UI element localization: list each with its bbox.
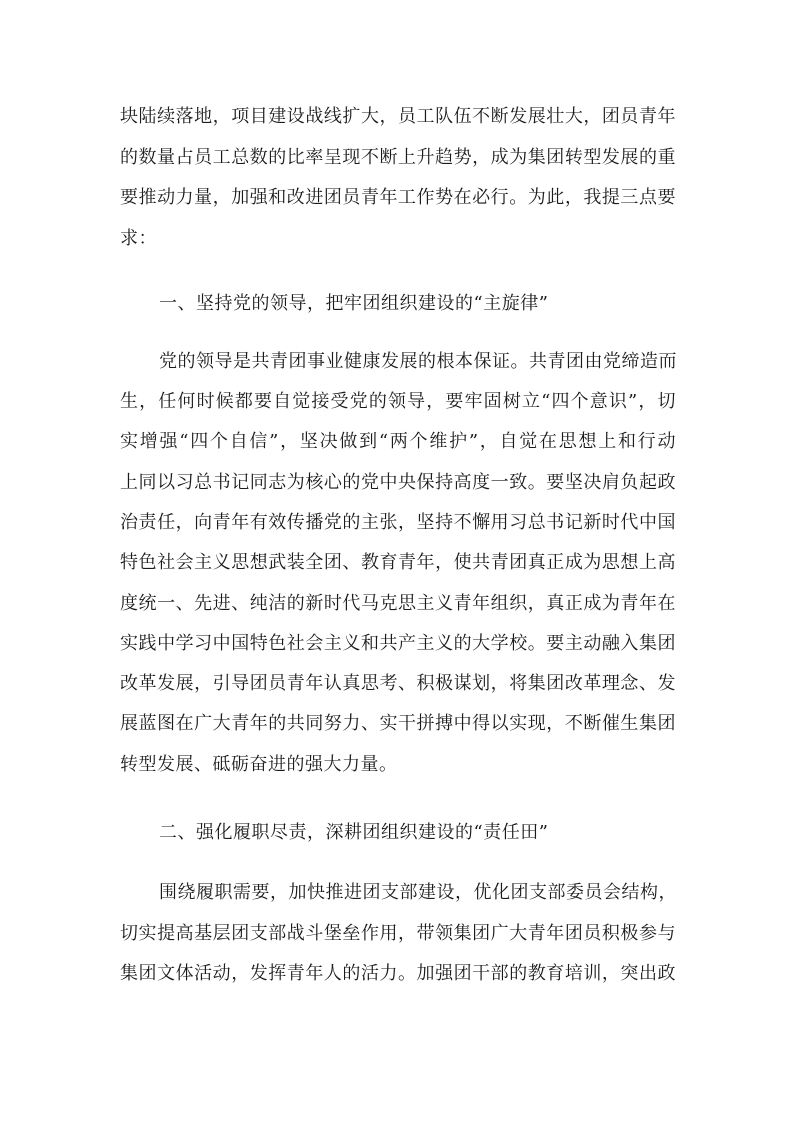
paragraph-line: 上同以习总书记同志为核心的党中央保持高度一致。要坚决肩负起政	[120, 472, 676, 493]
paragraph-line: 求：	[120, 228, 157, 249]
paragraph-line: 党的领导是共青团事业健康发展的根本保证。共青团由党缔造而	[159, 351, 677, 372]
paragraph-line: 展蓝图在广大青年的共同努力、实干拼搏中得以实现，不断催生集团	[120, 713, 676, 734]
paragraph-line: 围绕履职需要，加快推进团支部建设，优化团支部委员会结构，	[159, 882, 677, 903]
paragraph-line: 集团文体活动，发挥青年人的活力。加强团干部的教育培训，突出政	[120, 963, 676, 984]
paragraph-line: 特色社会主义思想武装全团、教育青年，使共青团真正成为思想上高	[120, 552, 676, 573]
paragraph-line: 生，任何时候都要自觉接受党的领导，要牢固树立“四个意识”，切	[120, 391, 676, 412]
paragraph-line: 度统一、先进、纯洁的新时代马克思主义青年组织，真正成为青年在	[120, 593, 676, 614]
section-heading: 二、强化履职尽责，深耕团组织建设的“责任田”	[159, 822, 549, 843]
paragraph-line: 转型发展、砥砺奋进的强大力量。	[120, 754, 398, 775]
paragraph-line: 的数量占员工总数的比率呈现不断上升趋势，成为集团转型发展的重	[120, 147, 676, 168]
paragraph-line: 块陆续落地，项目建设战线扩大，员工队伍不断发展壮大，团员青年	[120, 106, 676, 127]
paragraph-line: 实增强“四个自信”，坚决做到“两个维护”，自觉在思想上和行动	[120, 431, 676, 452]
paragraph-line: 治责任，向青年有效传播党的主张，坚持不懈用习总书记新时代中国	[120, 512, 676, 533]
paragraph-line: 改革发展，引导团员青年认真思考、积极谋划，将集团改革理念、发	[120, 673, 676, 694]
section-heading: 一、坚持党的领导，把牢团组织建设的“主旋律”	[159, 293, 549, 314]
paragraph-line: 切实提高基层团支部战斗堡垒作用，带领集团广大青年团员积极参与	[120, 923, 676, 944]
paragraph-line: 实践中学习中国特色社会主义和共产主义的大学校。要主动融入集团	[120, 633, 676, 654]
paragraph-line: 要推动力量，加强和改进团员青年工作势在必行。为此，我提三点要	[120, 187, 676, 208]
